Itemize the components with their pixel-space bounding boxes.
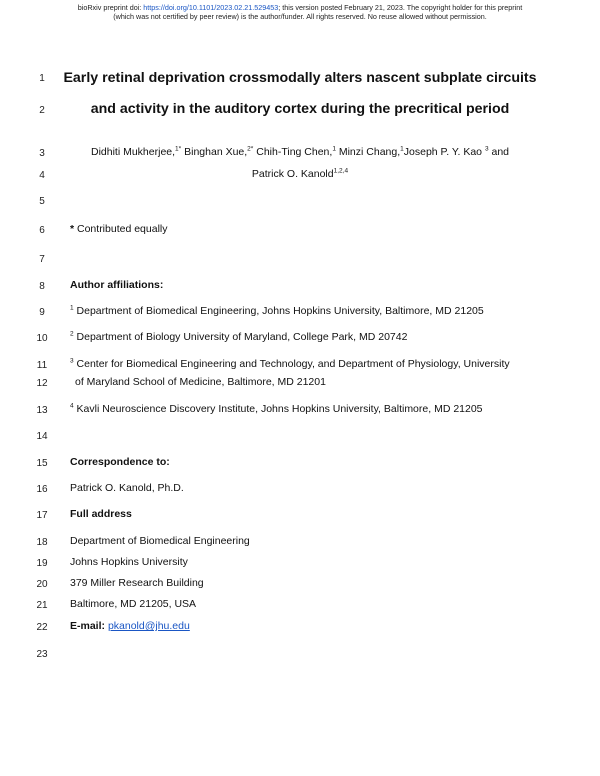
affiliations-heading: Author affiliations: (70, 279, 164, 291)
affiliation-item: $^3$ Center for Biomedical Engineering and Technology, and Department of Physiology, University (70, 357, 510, 370)
address-line: Johns Hopkins University (70, 556, 188, 568)
affiliation-item: $^4$ Kavli Neuroscience Discovery Institute, Johns Hopkins University, Baltimore, MD 21205 (70, 402, 483, 415)
line-number: 9 (39, 307, 45, 318)
line-number: 1 (39, 73, 45, 84)
correspondence-heading: Correspondence to: (70, 456, 170, 468)
line-number: 19 (36, 558, 48, 569)
affiliation-item: $^1$ Department of Biomedical Engineering, Johns Hopkins University, Baltimore, MD 21205 (70, 304, 484, 317)
doi-link[interactable]: https://doi.org/10.1101/2023.02.21.529453 (143, 3, 279, 12)
email-link[interactable]: pkanold@jhu.edu (107, 620, 190, 632)
line-number: 16 (36, 484, 48, 495)
address-heading: Full address (70, 508, 132, 520)
line-number: 10 (36, 333, 48, 344)
line-number: 18 (36, 537, 48, 548)
line-number: 14 (36, 431, 48, 442)
line-number: 23 (36, 649, 48, 660)
paper-title-line-1: Early retinal deprivation crossmodally alters nascent subplate circuits (63, 70, 537, 86)
address-line: 379 Miller Research Building (70, 577, 204, 589)
line-number: 3 (39, 148, 45, 159)
author-list: Didhiti Mukherjee,$^{1*}$ Binghan Xue,$^{2*}$ Chih-Ting Chen,$^1$ Minzi Chang,$^1$Joseph P. Y. Kao $^3$ and (91, 145, 509, 158)
line-number: 13 (36, 405, 48, 416)
line-number: 8 (39, 281, 45, 292)
email-line (70, 620, 190, 632)
line-number: 12 (36, 378, 48, 389)
affiliation-item-continued: of Maryland School of Medicine, Baltimore, MD 21201 (75, 376, 326, 388)
contributed-note: * Contributed equally (70, 223, 168, 235)
line-number: 20 (36, 579, 48, 590)
paper-title-line-2: and activity in the auditory cortex during the precritical period (90, 101, 510, 117)
line-number: 15 (36, 458, 48, 469)
preprint-header: bioRxiv preprint doi: https://doi.org/10.1101/2023.02.21.529453; this version posted February 21, 2023. The copyright holder for this preprint (which was not certified by peer review) is the author/funder. All rights reserved. No reuse allowed without permission. (77, 3, 523, 21)
line-number: 5 (39, 196, 45, 207)
line-number: 7 (39, 254, 45, 265)
address-line: Baltimore, MD 21205, USA (70, 598, 197, 610)
line-number: 11 (36, 360, 48, 371)
line-number: 6 (39, 225, 45, 236)
author-list-line-2: Patrick O. Kanold$^{1,2,4}$ (251, 167, 349, 180)
correspondence-name: Patrick O. Kanold, Ph.D. (70, 482, 184, 494)
line-number: 22 (36, 622, 48, 633)
affiliation-item: $^2$ Department of Biology University of Maryland, College Park, MD 20742 (70, 330, 408, 343)
address-line: Department of Biomedical Engineering (70, 535, 250, 547)
line-number: 4 (39, 170, 45, 181)
line-number: 21 (36, 600, 48, 611)
email-label: E-mail: (70, 620, 106, 632)
line-number: 17 (36, 510, 48, 521)
line-number: 2 (39, 105, 45, 116)
